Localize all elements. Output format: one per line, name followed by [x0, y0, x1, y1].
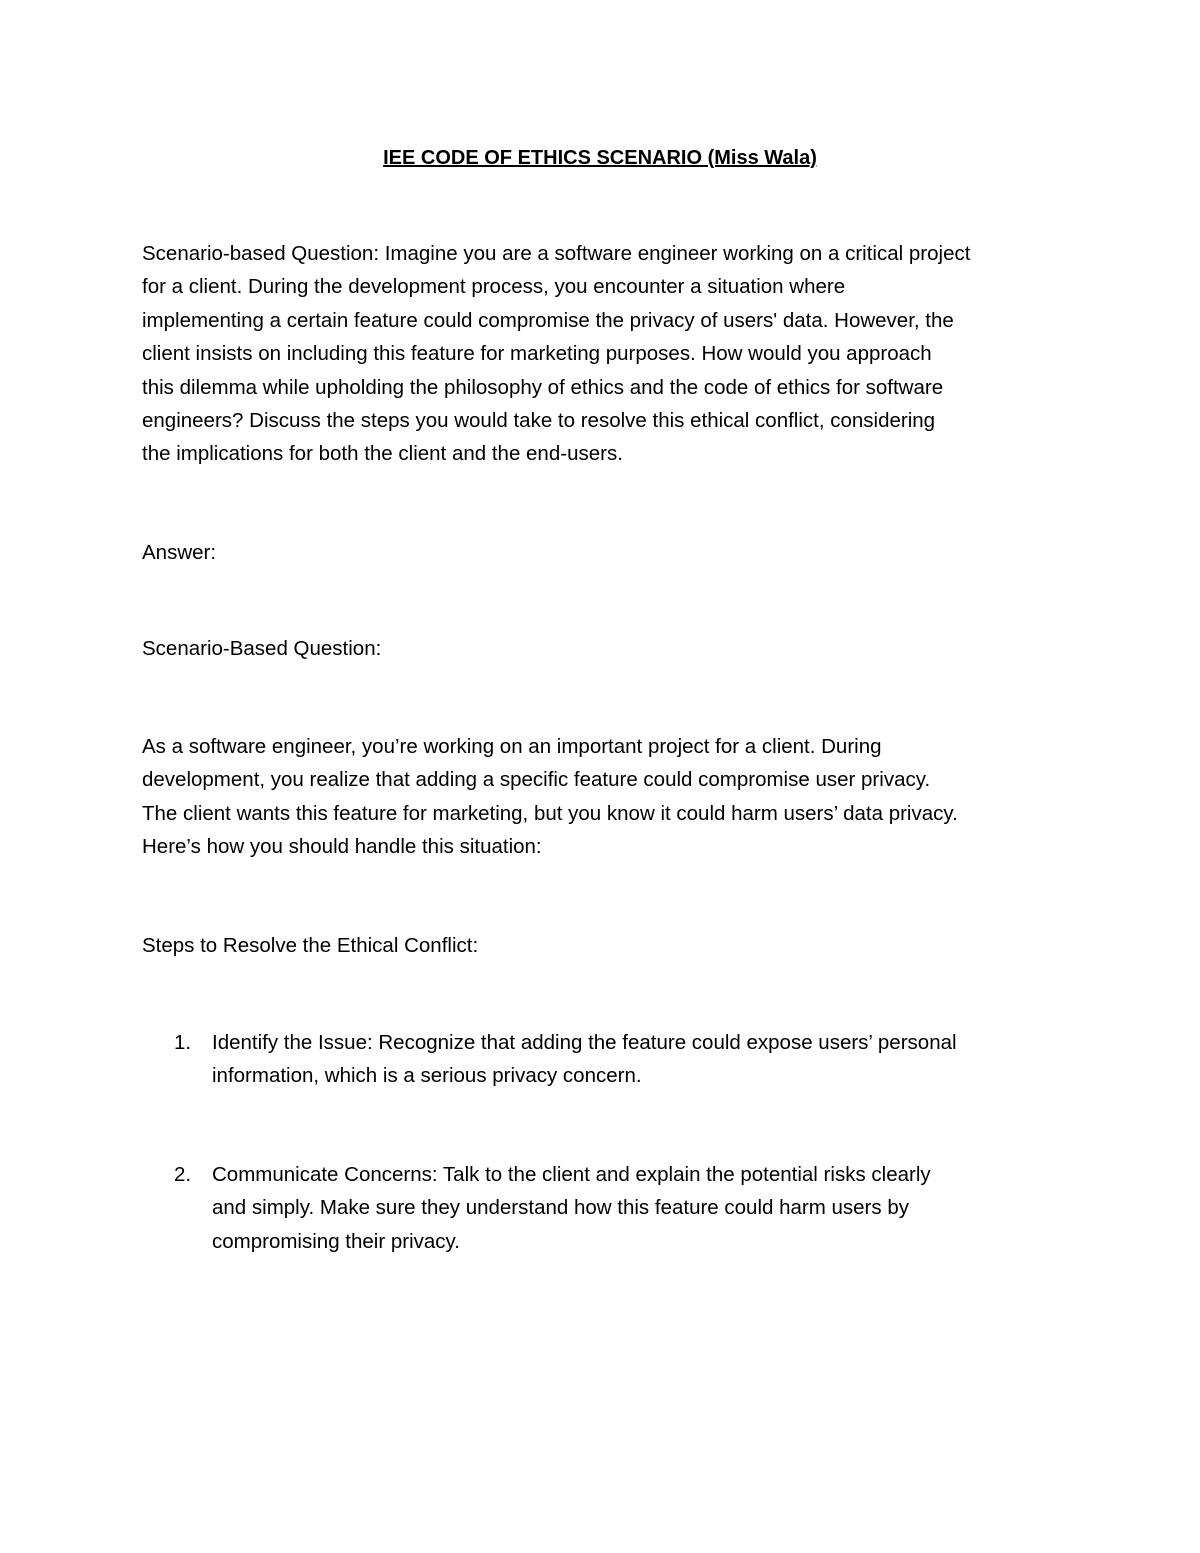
- text-line: this dilemma while upholding the philosophy of ethics and the code of ethics for software: [142, 375, 944, 399]
- text-line: development, you realize that adding a specific feature could compromise user privacy.: [142, 768, 931, 792]
- text-line: the implications for both the client and the end-users.: [142, 442, 623, 466]
- intro-paragraph: [142, 730, 1077, 864]
- list-item-number: 2.: [174, 1163, 192, 1186]
- text-line: for a client. During the development process, you encounter a situation where: [142, 275, 846, 299]
- answer-label: Answer:: [142, 541, 217, 564]
- page-title: IEE CODE OF ETHICS SCENARIO (Miss Wala): [383, 147, 817, 169]
- text-line: As a software engineer, you’re working on an important project for a client. During: [142, 735, 882, 758]
- list-item-text: [212, 1026, 1092, 1093]
- text-line: Here’s how you should handle this situation:: [142, 835, 542, 859]
- text-line: client insists on including this feature for marketing purposes. How would you approach: [142, 342, 932, 366]
- text-line: Scenario-based Question: Imagine you are a software engineer working on a critical project: [142, 242, 971, 265]
- text-line: implementing a certain feature could compromise the privacy of users' data. However, the: [142, 308, 954, 332]
- text-line: The client wants this feature for marketing, but you know it could harm users’ data privacy.: [142, 801, 958, 825]
- text-line: engineers? Discuss the steps you would take to resolve this ethical conflict, considering: [142, 409, 936, 433]
- text-line: compromising their privacy.: [212, 1229, 460, 1253]
- list-item-number: 1.: [174, 1031, 192, 1054]
- text-line: information, which is a serious privacy concern.: [212, 1064, 642, 1088]
- text-line: Identify the Issue: Recognize that adding the feature could expose users’ personal: [212, 1031, 957, 1054]
- text-line: and simply. Make sure they understand how this feature could harm users by: [212, 1196, 909, 1220]
- steps-heading: Steps to Resolve the Ethical Conflict:: [142, 934, 479, 957]
- text-line: Communicate Concerns: Talk to the client and explain the potential risks clearly: [212, 1163, 931, 1186]
- section-subheading: Scenario-Based Question:: [142, 637, 382, 660]
- list-item-text: [212, 1158, 1092, 1258]
- scenario-question-paragraph: [142, 237, 1077, 471]
